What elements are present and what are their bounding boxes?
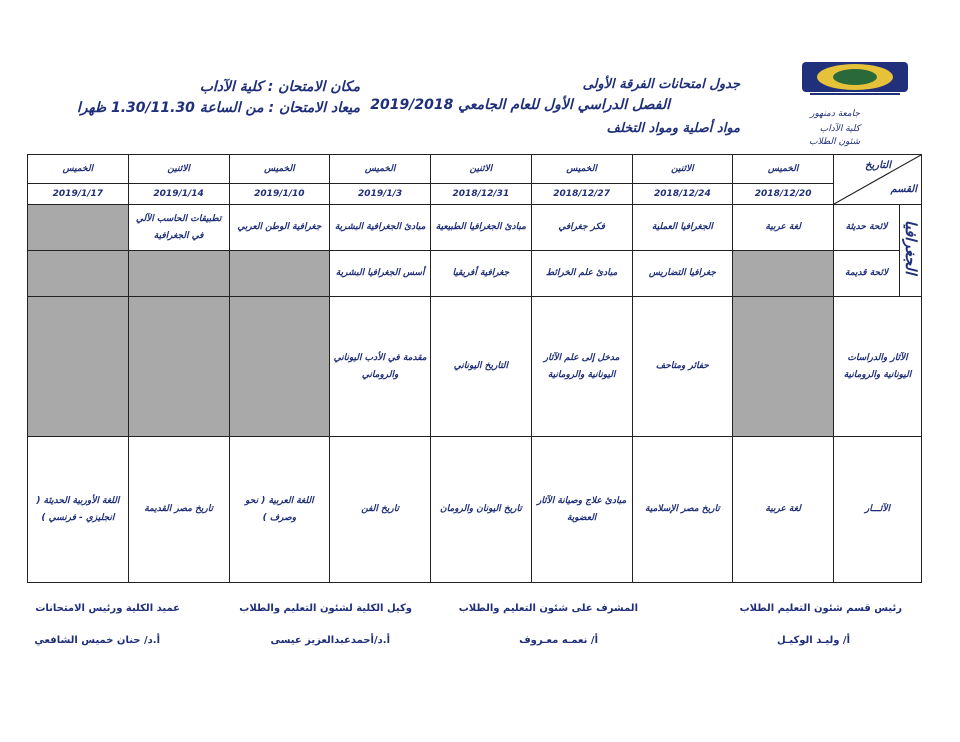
day-cell: الاثنين xyxy=(431,155,532,184)
day-cell: الخميس xyxy=(28,155,129,184)
date-cell: 2018/12/24 xyxy=(632,184,733,205)
geography-dept: الجغرافيا xyxy=(900,205,922,297)
subject-cell: اللغة الأوربية الحديثة ( انجليزي - فرنسي ) xyxy=(28,437,129,583)
greco-roman-dept: الآثار والدراسات اليونانية والرومانية xyxy=(834,297,922,437)
old-regulation-label: لائحة قديمة xyxy=(834,251,900,297)
subject-cell: تاريخ مصر القديمة xyxy=(128,437,229,583)
date-cell: 2019/1/14 xyxy=(128,184,229,205)
subject-cell: لغة عربية xyxy=(733,205,834,251)
schedule-title: جدول امتحانات الفرقة الأولى xyxy=(582,77,740,92)
archaeology-dept: الآثـــار xyxy=(834,437,922,583)
exam-place: مكان الامتحان : كلية الآداب xyxy=(199,79,360,95)
signature-title: المشرف على شئون التعليم والطلاب xyxy=(458,603,638,614)
date-cell: 2018/12/20 xyxy=(733,184,834,205)
empty-cell xyxy=(28,297,129,437)
exam-schedule-table xyxy=(27,154,922,583)
empty-cell xyxy=(733,297,834,437)
subject-cell: لغة عربية xyxy=(733,437,834,583)
date-cell: 2019/1/17 xyxy=(28,184,129,205)
subjects-title: مواد أصلية ومواد التخلف xyxy=(606,121,740,136)
day-cell: الخميس xyxy=(330,155,431,184)
empty-cell xyxy=(229,297,330,437)
day-cell: الخميس xyxy=(733,155,834,184)
subject-cell: مدخل إلى علم الآثار اليونانية والرومانية xyxy=(531,297,632,437)
date-cell: 2019/1/3 xyxy=(330,184,431,205)
university-logo xyxy=(800,60,910,98)
semester-title: الفصل الدراسي الأول للعام الجامعي 2019/2018 xyxy=(370,97,670,113)
subject-cell: مبادئ الجغرافيا الطبيعية xyxy=(431,205,532,251)
subject-cell: مبادئ علاج وصيانة الآثار العضوية xyxy=(531,437,632,583)
subject-cell: تاريخ مصر الإسلامية xyxy=(632,437,733,583)
office-name: شئون الطلاب xyxy=(809,137,860,147)
date-cell: 2019/1/10 xyxy=(229,184,330,205)
signature-title: وكيل الكلية لشئون التعليم والطلاب xyxy=(239,603,412,614)
subject-cell: تطبيقات الحاسب الآلي في الجغرافية xyxy=(128,205,229,251)
empty-cell xyxy=(128,297,229,437)
subject-cell: جغرافيا التضاريس xyxy=(632,251,733,297)
date-cell: 2018/12/27 xyxy=(531,184,632,205)
subject-cell: فكر جغرافي xyxy=(531,205,632,251)
day-cell: الاثنين xyxy=(632,155,733,184)
signature-name: أ/ وليـد الوكيـل xyxy=(777,635,850,646)
empty-cell xyxy=(733,251,834,297)
day-cell: الخميس xyxy=(229,155,330,184)
subject-cell: التاريخ اليوناني xyxy=(431,297,532,437)
day-cell: الاثنين xyxy=(128,155,229,184)
subject-cell: مبادئ الجغرافية البشرية xyxy=(330,205,431,251)
new-regulation-label: لائحة حديثة xyxy=(834,205,900,251)
signature-title: عميد الكلية ورئيس الامتحانات xyxy=(35,603,180,614)
subject-cell: جغرافية الوطن العربي xyxy=(229,205,330,251)
day-cell: الخميس xyxy=(531,155,632,184)
subject-cell: مبادئ علم الخرائط xyxy=(531,251,632,297)
subject-cell: تاريخ الفن xyxy=(330,437,431,583)
date-cell: 2018/12/31 xyxy=(431,184,532,205)
empty-cell xyxy=(229,251,330,297)
subject-cell: حفائر ومتاحف xyxy=(632,297,733,437)
subject-cell: تاريخ اليونان والرومان xyxy=(431,437,532,583)
university-name: جامعة دمنهور xyxy=(810,109,860,119)
subject-cell: جغرافية أفريقيا xyxy=(431,251,532,297)
signature-name: أ.د/ حنان خميس الشافعي xyxy=(34,635,160,646)
subject-cell: اللغة العربية ( نحو وصرف ) xyxy=(229,437,330,583)
dept-header: القسم xyxy=(890,184,917,195)
exam-time: ميعاد الامتحان : من الساعة 1.30/11.30 ظهرا xyxy=(76,100,360,116)
subject-cell: الجغرافيا العملية xyxy=(632,205,733,251)
date-header: التاريخ xyxy=(865,160,891,171)
subject-cell: أسس الجغرافيا البشرية xyxy=(330,251,431,297)
corner-header xyxy=(834,155,922,205)
signature-title: رئيس قسم شئون التعليم الطلاب xyxy=(739,603,902,614)
faculty-name: كلية الآداب xyxy=(819,124,860,134)
subject-cell: مقدمة في الأدب اليوناني والروماني xyxy=(330,297,431,437)
signature-name: أ.د/أحمدعبدالعزيز عيسى xyxy=(270,635,390,646)
empty-cell xyxy=(28,205,129,251)
empty-cell xyxy=(128,251,229,297)
signature-name: أ/ نعمـه معـروف xyxy=(519,635,598,646)
empty-cell xyxy=(28,251,129,297)
